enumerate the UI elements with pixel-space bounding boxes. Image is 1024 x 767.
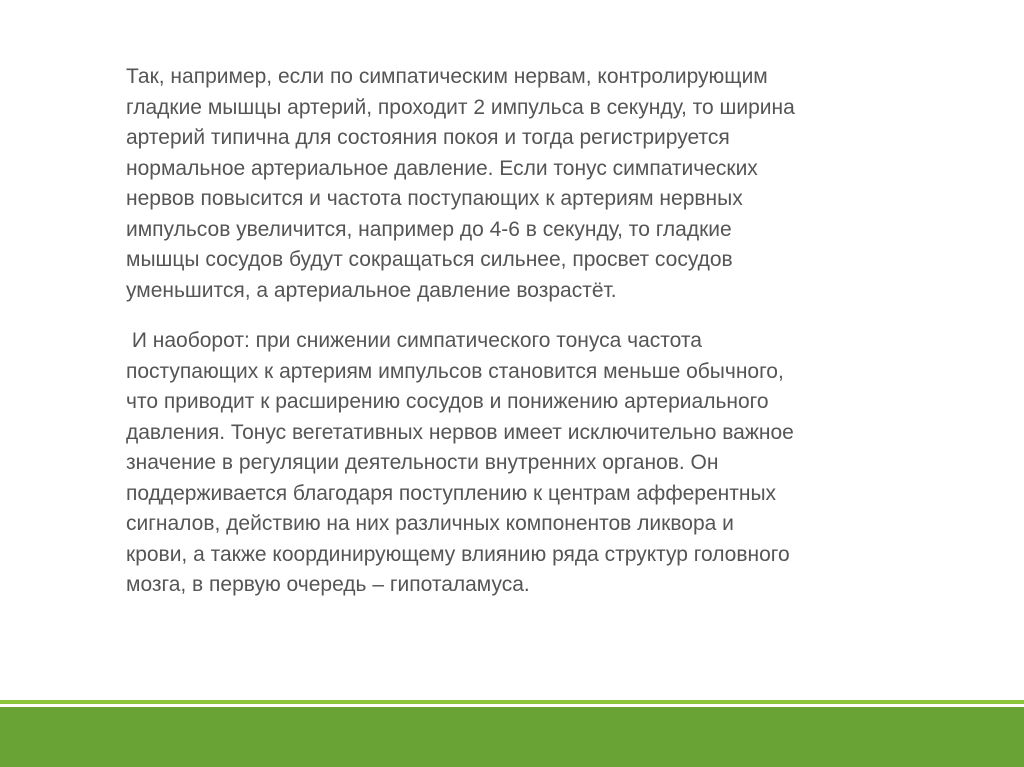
text-line: крови, а также координирующему влиянию ряда структур головного bbox=[126, 542, 790, 566]
text-line: поддерживается благодаря поступлению к центрам афферентных bbox=[126, 481, 777, 505]
text-line: значение в регуляции деятельности внутренних органов. Он bbox=[126, 451, 719, 474]
text-line: сигналов, действию на них различных компонентов ликвора и bbox=[126, 512, 734, 535]
text-line: уменьшится, а артериальное давление возрастёт. bbox=[126, 278, 617, 302]
text-line: поступающих к артериям импульсов становится меньше обычного, bbox=[126, 359, 784, 383]
paragraph-2 bbox=[126, 326, 986, 601]
text-line: нервов повысится и частота поступающих к артериям нервных bbox=[126, 187, 743, 210]
text-line: мозга, в первую очередь – гипоталамуса. bbox=[126, 573, 530, 596]
text-line: давления. Тонус вегетативных нервов имеет исключительно важное bbox=[126, 420, 794, 444]
text-line: нормальное артериальное давление. Если тонус симпатических bbox=[126, 156, 758, 180]
text-line: И наоборот: при снижении симпатического тонуса частота bbox=[126, 329, 702, 352]
footer-bar bbox=[0, 707, 1024, 767]
text-line: импульсов увеличится, например до 4-6 в секунду, то гладкие bbox=[126, 217, 732, 241]
text-line: Так, например, если по симпатическим нервам, контролирующим bbox=[126, 65, 768, 88]
text-line: гладкие мышцы артерий, проходит 2 импульса в секунду, то ширина bbox=[126, 95, 795, 119]
footer-accent-stripe bbox=[0, 700, 1024, 704]
paragraph-1 bbox=[126, 62, 986, 306]
slide-body-text bbox=[126, 62, 986, 601]
text-line: что приводит к расширению сосудов и понижению артериального bbox=[126, 390, 769, 413]
text-line: артерий типична для состояния покоя и тогда регистрируется bbox=[126, 126, 730, 149]
text-line: мышцы сосудов будут сокращаться сильнее, просвет сосудов bbox=[126, 248, 733, 271]
